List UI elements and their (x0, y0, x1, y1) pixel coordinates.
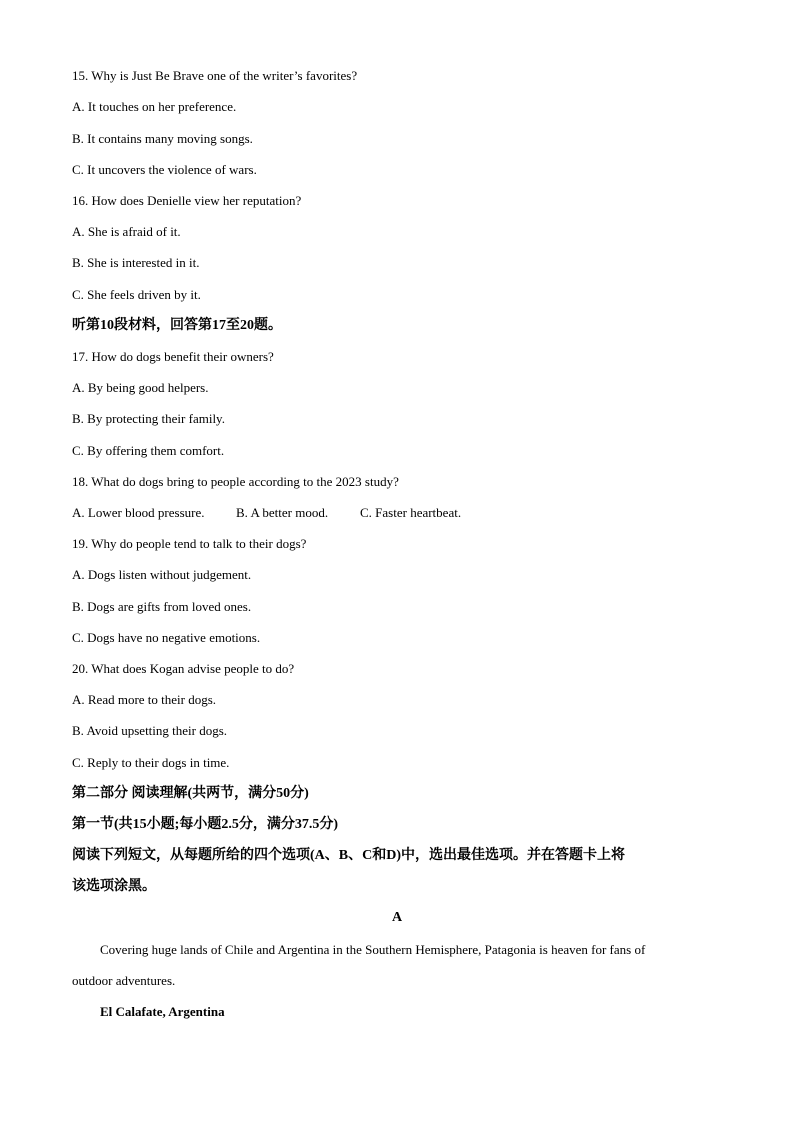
option-15b: B. It contains many moving songs. (72, 131, 253, 146)
option-18c: C. Faster heartbeat. (360, 505, 462, 520)
instruction-line-2: 该选项涂黑。 (72, 879, 156, 894)
option-17a: A. By being good helpers. (72, 380, 209, 395)
question-16: 16. How does Denielle view her reputation? (72, 193, 302, 208)
option-16a: A. She is afraid of it. (72, 224, 181, 239)
option-17b: B. By protecting their family. (72, 411, 225, 426)
option-18a: A. Lower blood pressure. (72, 505, 205, 520)
option-20b: B. Avoid upsetting their dogs. (72, 723, 228, 738)
option-19c: C. Dogs have no negative emotions. (72, 630, 261, 645)
option-19a: A. Dogs listen without judgement. (72, 567, 252, 582)
option-20c: C. Reply to their dogs in time. (72, 755, 230, 770)
passage-label: A (391, 910, 403, 925)
question-19: 19. Why do people tend to talk to their dogs? (72, 536, 307, 551)
question-15: 15. Why is Just Be Brave one of the writer’s favorites? (72, 68, 358, 83)
passage-line-2: outdoor adventures. (72, 973, 176, 988)
section-1-heading: 第一节(共15小题;每小题2.5分，满分37.5分) (72, 817, 338, 832)
question-17: 17. How do dogs benefit their owners? (72, 349, 274, 364)
part-2-heading: 第二部分 阅读理解(共两节，满分50分) (72, 786, 309, 801)
question-20: 20. What does Kogan advise people to do? (72, 661, 295, 676)
option-15c: C. It uncovers the violence of wars. (72, 162, 257, 177)
option-16b: B. She is interested in it. (72, 255, 200, 270)
option-20a: A. Read more to their dogs. (72, 692, 217, 707)
option-18b: B. A better mood. (236, 505, 329, 520)
passage-subheading: El Calafate, Argentina (100, 1004, 225, 1019)
passage-line-1: Covering huge lands of Chile and Argentina in the Southern Hemisphere, Patagonia is heaven for fans of (100, 942, 646, 957)
option-16c: C. She feels driven by it. (72, 287, 201, 302)
option-15a: A. It touches on her preference. (72, 99, 237, 114)
option-17c: C. By offering them comfort. (72, 443, 225, 458)
options-18-row (72, 505, 461, 521)
instruction-line-1: 阅读下列短文，从每题所给的四个选项(A、B、C和D)中，选出最佳选项。并在答题卡上将 (72, 848, 625, 863)
option-19b: B. Dogs are gifts from loved ones. (72, 599, 252, 614)
section-10-heading: 听第10段材料，回答第17至20题。 (72, 318, 282, 333)
question-18: 18. What do dogs bring to people according to the 2023 study? (72, 474, 399, 489)
